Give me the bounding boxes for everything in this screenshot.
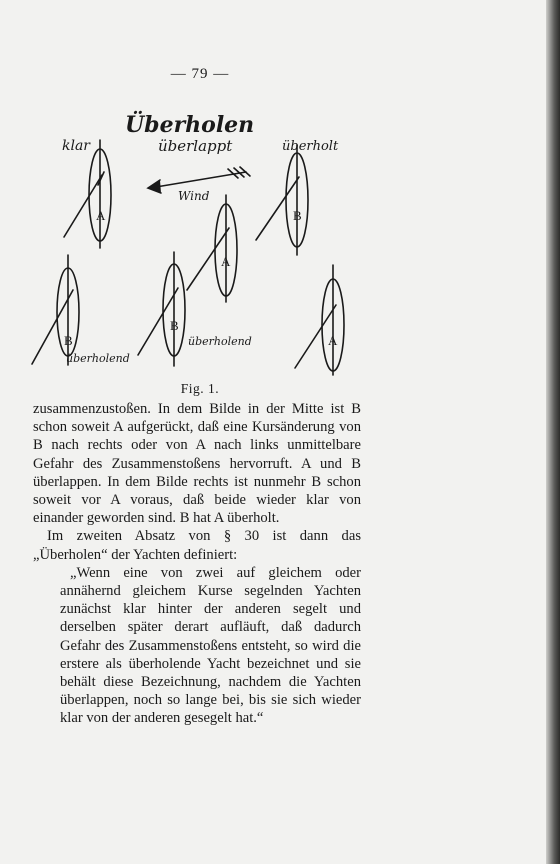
label-ueberlappt: überlappt: [158, 137, 233, 155]
boat-right-bottom: [295, 265, 344, 375]
label-ueberholend-middle: überholend: [188, 335, 252, 348]
label-ueberholt: überholt: [282, 139, 339, 154]
boat-letter-right-top: B: [293, 208, 302, 223]
boat-right-top: [256, 145, 308, 255]
paragraph-definition-intro: Im zweiten Absatz von § 30 ist dann das „Überholen“ der Yachten definiert:: [33, 528, 361, 563]
quoted-rule-text: „Wenn eine von zwei auf gleichem oder annähernd gleichem Kurse segelnden Yachten zunächst klar hinter der anderen segelt und derselben später derart aufläuft, daß dadurch Gefahr des Zusammenstoßens entsteht, so wird die erstere als überholende Yacht bezeichnet und sie behält diese Bezeichnung, nachdem die Yachten überlappen, noch so lange bei, bis sie sich wieder klar von der anderen gesegelt hat.“: [60, 564, 361, 727]
boat-letter-left-bottom: B: [64, 333, 73, 348]
boat-letter-left-top: A: [96, 208, 106, 223]
boat-middle-top: [187, 195, 237, 302]
boat-left-bottom: [32, 255, 79, 365]
boat-left-top: [64, 140, 111, 248]
figure-title: Überholen: [125, 112, 255, 138]
diagram-svg: [20, 100, 380, 380]
boat-middle-bottom: [138, 252, 185, 366]
page-edge-shadow: [546, 0, 560, 864]
label-wind: Wind: [178, 189, 210, 203]
label-klar: klar: [62, 138, 90, 154]
paragraph-continuation: zusammenzustoßen. In dem Bilde in der Mitte ist B schon soweit A aufgerückt, daß eine Kursänderung von B nach rechts oder von A nach links unmittelbare Gefahr des Zusammenstoßens hervorruft. A und B überlappen. In dem Bilde rechts ist nunmehr B schon soweit vor A voraus, daß beide wieder klar von einander geworden sind. B hat A überholt.: [33, 401, 361, 527]
figure-caption: Fig. 1.: [180, 381, 220, 396]
boat-letter-right-bottom: A: [328, 333, 338, 348]
page-number: — 79 —: [170, 66, 230, 82]
boat-letter-middle-top: A: [221, 254, 231, 269]
body-text: [33, 400, 361, 728]
figure-overtaking-diagram: [20, 100, 380, 380]
label-ueberholend-left: überholend: [66, 352, 130, 365]
boat-letter-middle-bottom: B: [170, 318, 179, 333]
